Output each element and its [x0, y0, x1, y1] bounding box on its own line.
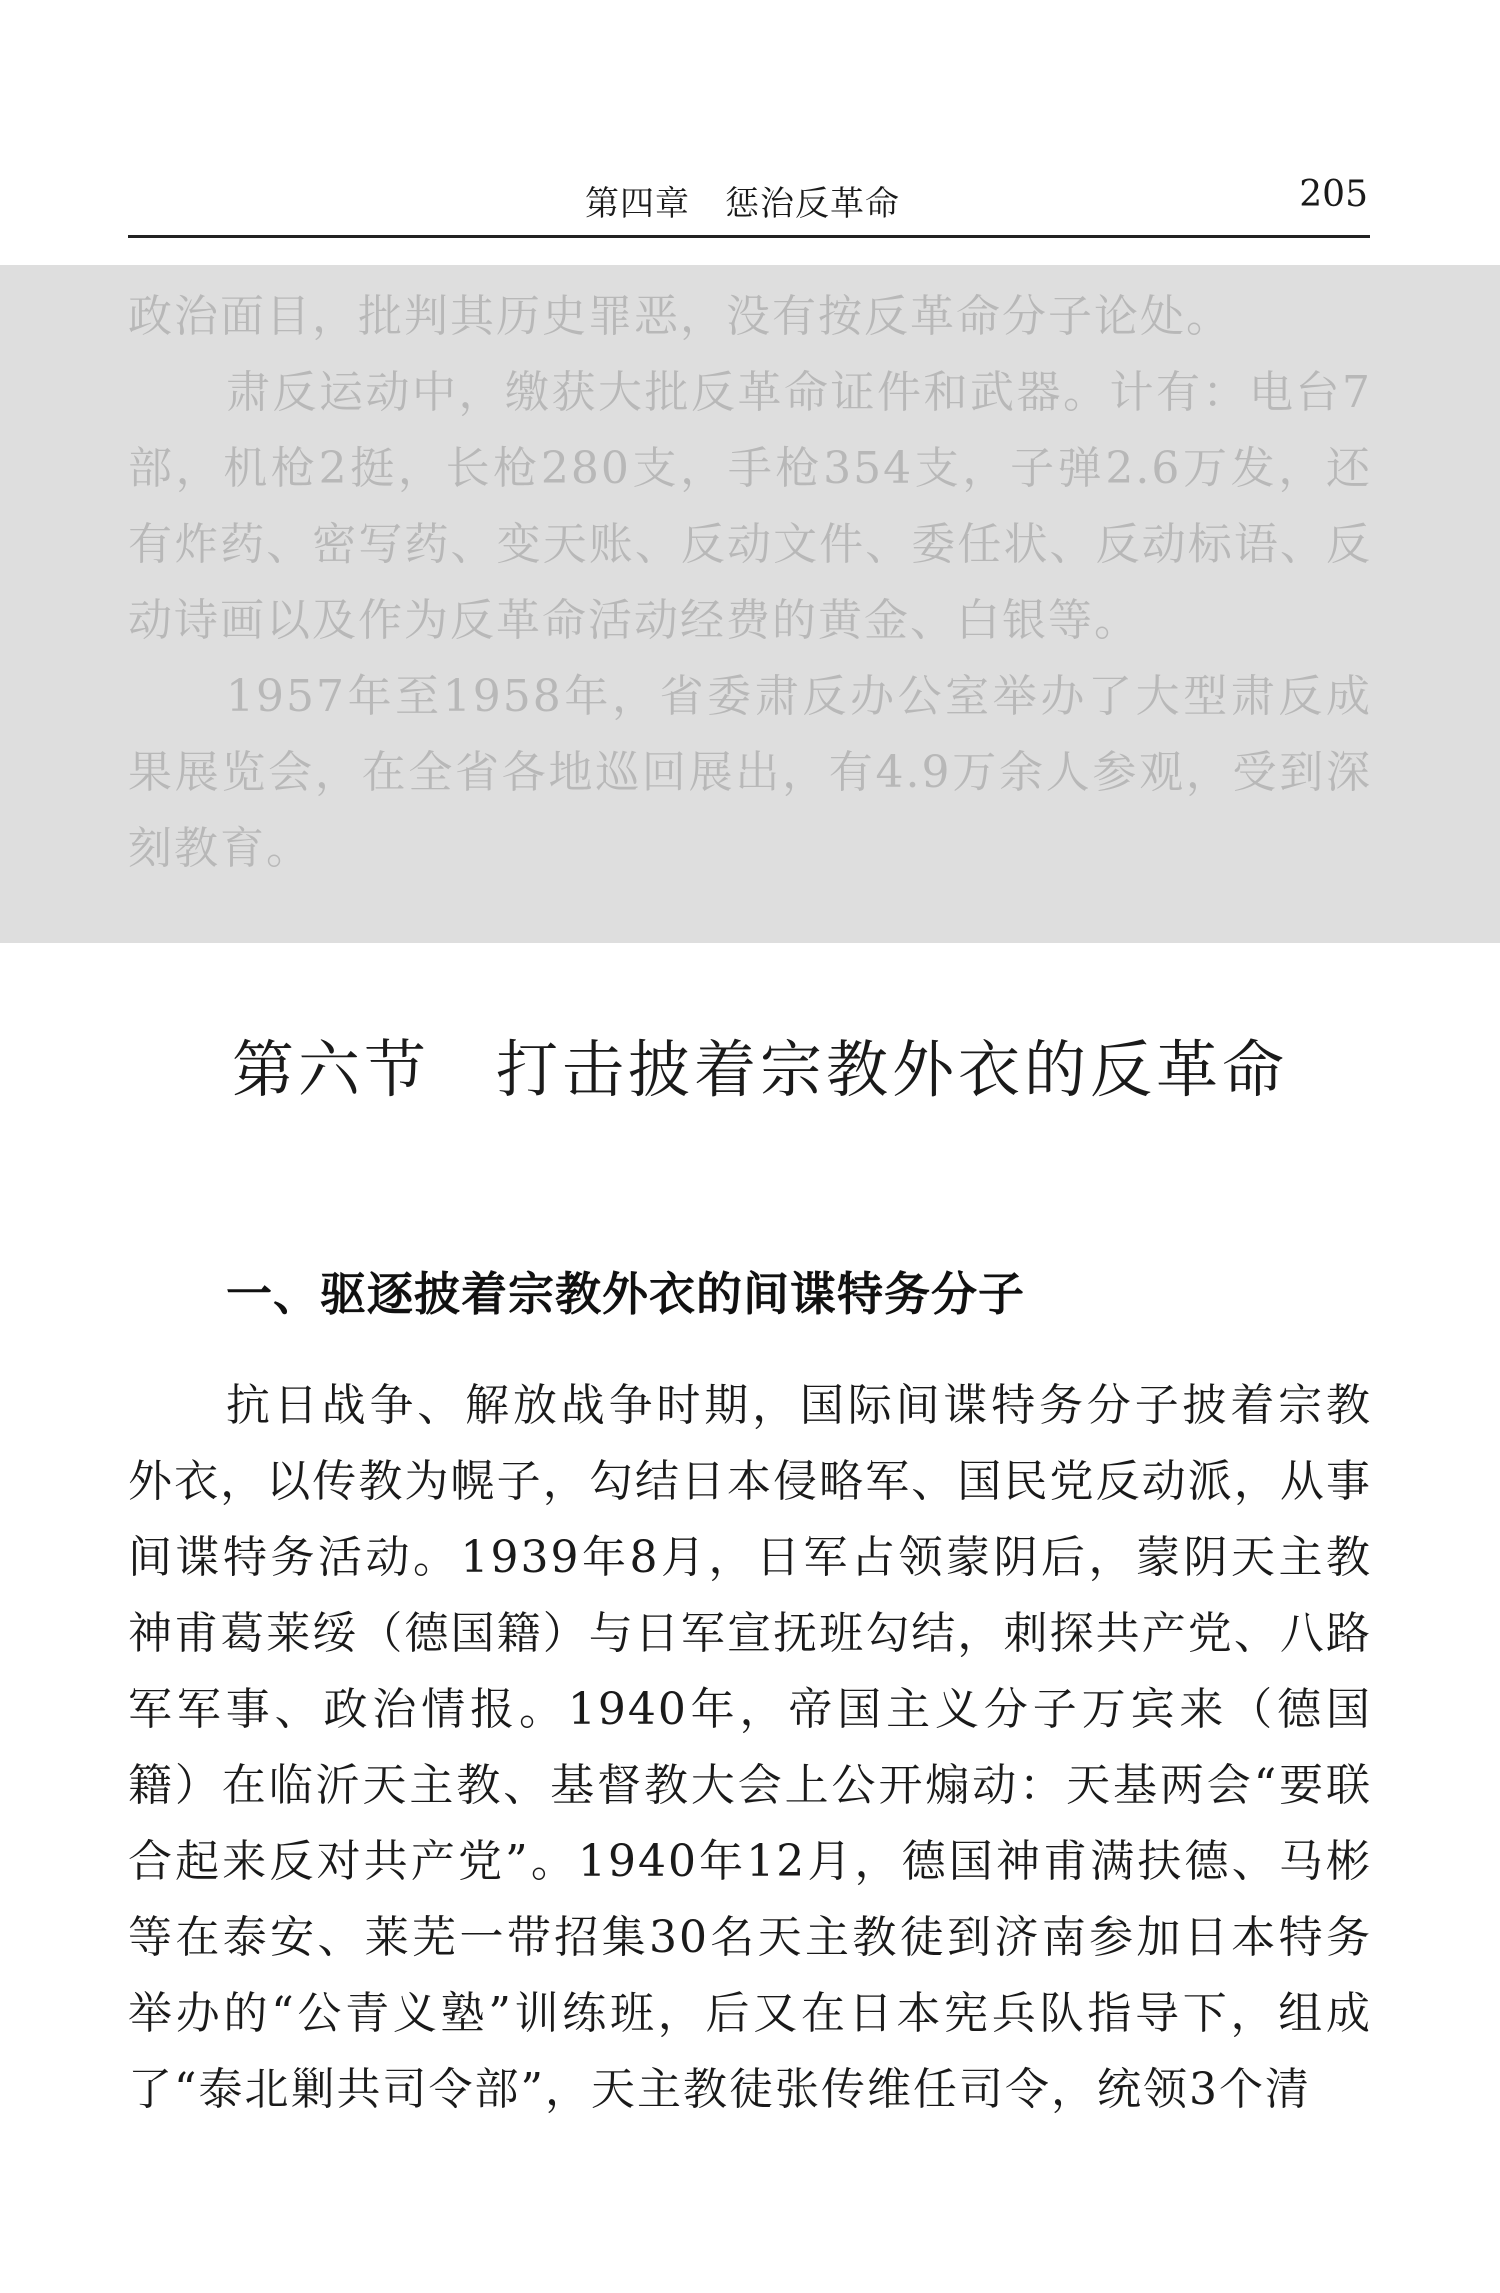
subsection-title: 一、驱逐披着宗教外衣的间谍特务分子 [226, 1267, 1025, 1321]
faded-paragraph: 政治面目，批判其历史罪恶，没有按反革命分子论处。 [128, 291, 1232, 342]
chapter-title: 第四章 惩治反革命 [585, 184, 900, 224]
faded-paragraph: 1957年至1958年，省委肃反办公室举办了大型肃反成果展览会，在全省各地巡回展出，有4.9万余人参观，受到深刻教育。 [128, 671, 1372, 874]
running-header [128, 168, 1368, 224]
header-rule [128, 235, 1370, 238]
body-paragraph: 抗日战争、解放战争时期，国际间谍特务分子披着宗教外衣，以传教为幌子，勾结日本侵略军、国民党反动派，从事间谍特务活动。1939年8月，日军占领蒙阴后，蒙阴天主教神甫葛莱绥（德国籍）与日军宣抚班勾结，刺探共产党、八路军军事、政治情报。1940年，帝国主义分子万宾来（德国籍）在临沂天主教、基督教大会上公开煽动：天基两会“要联合起来反对共产党”。1940年12月，德国神甫满扶德、马彬等在泰安、莱芜一带招集30名天主教徒到济南参加日本特务举办的“公青义塾”训练班，后又在日本宪兵队指导下，组成了“泰北剿共司令部”，天主教徒张传维任司令，统领3个清 [128, 1380, 1372, 2115]
faded-paragraph: 肃反运动中，缴获大批反革命证件和武器。计有：电台7部，机枪2挺，长枪280支，手枪354支，子弹2.6万发，还有炸药、密写药、变天账、反动文件、委任状、反动标语、反动诗画以及作为反革命活动经费的黄金、白银等。 [128, 367, 1372, 646]
faded-continuation-block [0, 265, 1500, 943]
section-title: 第六节 打击披着宗教外衣的反革命 [232, 1033, 1289, 1106]
page-number: 205 [1299, 174, 1368, 215]
